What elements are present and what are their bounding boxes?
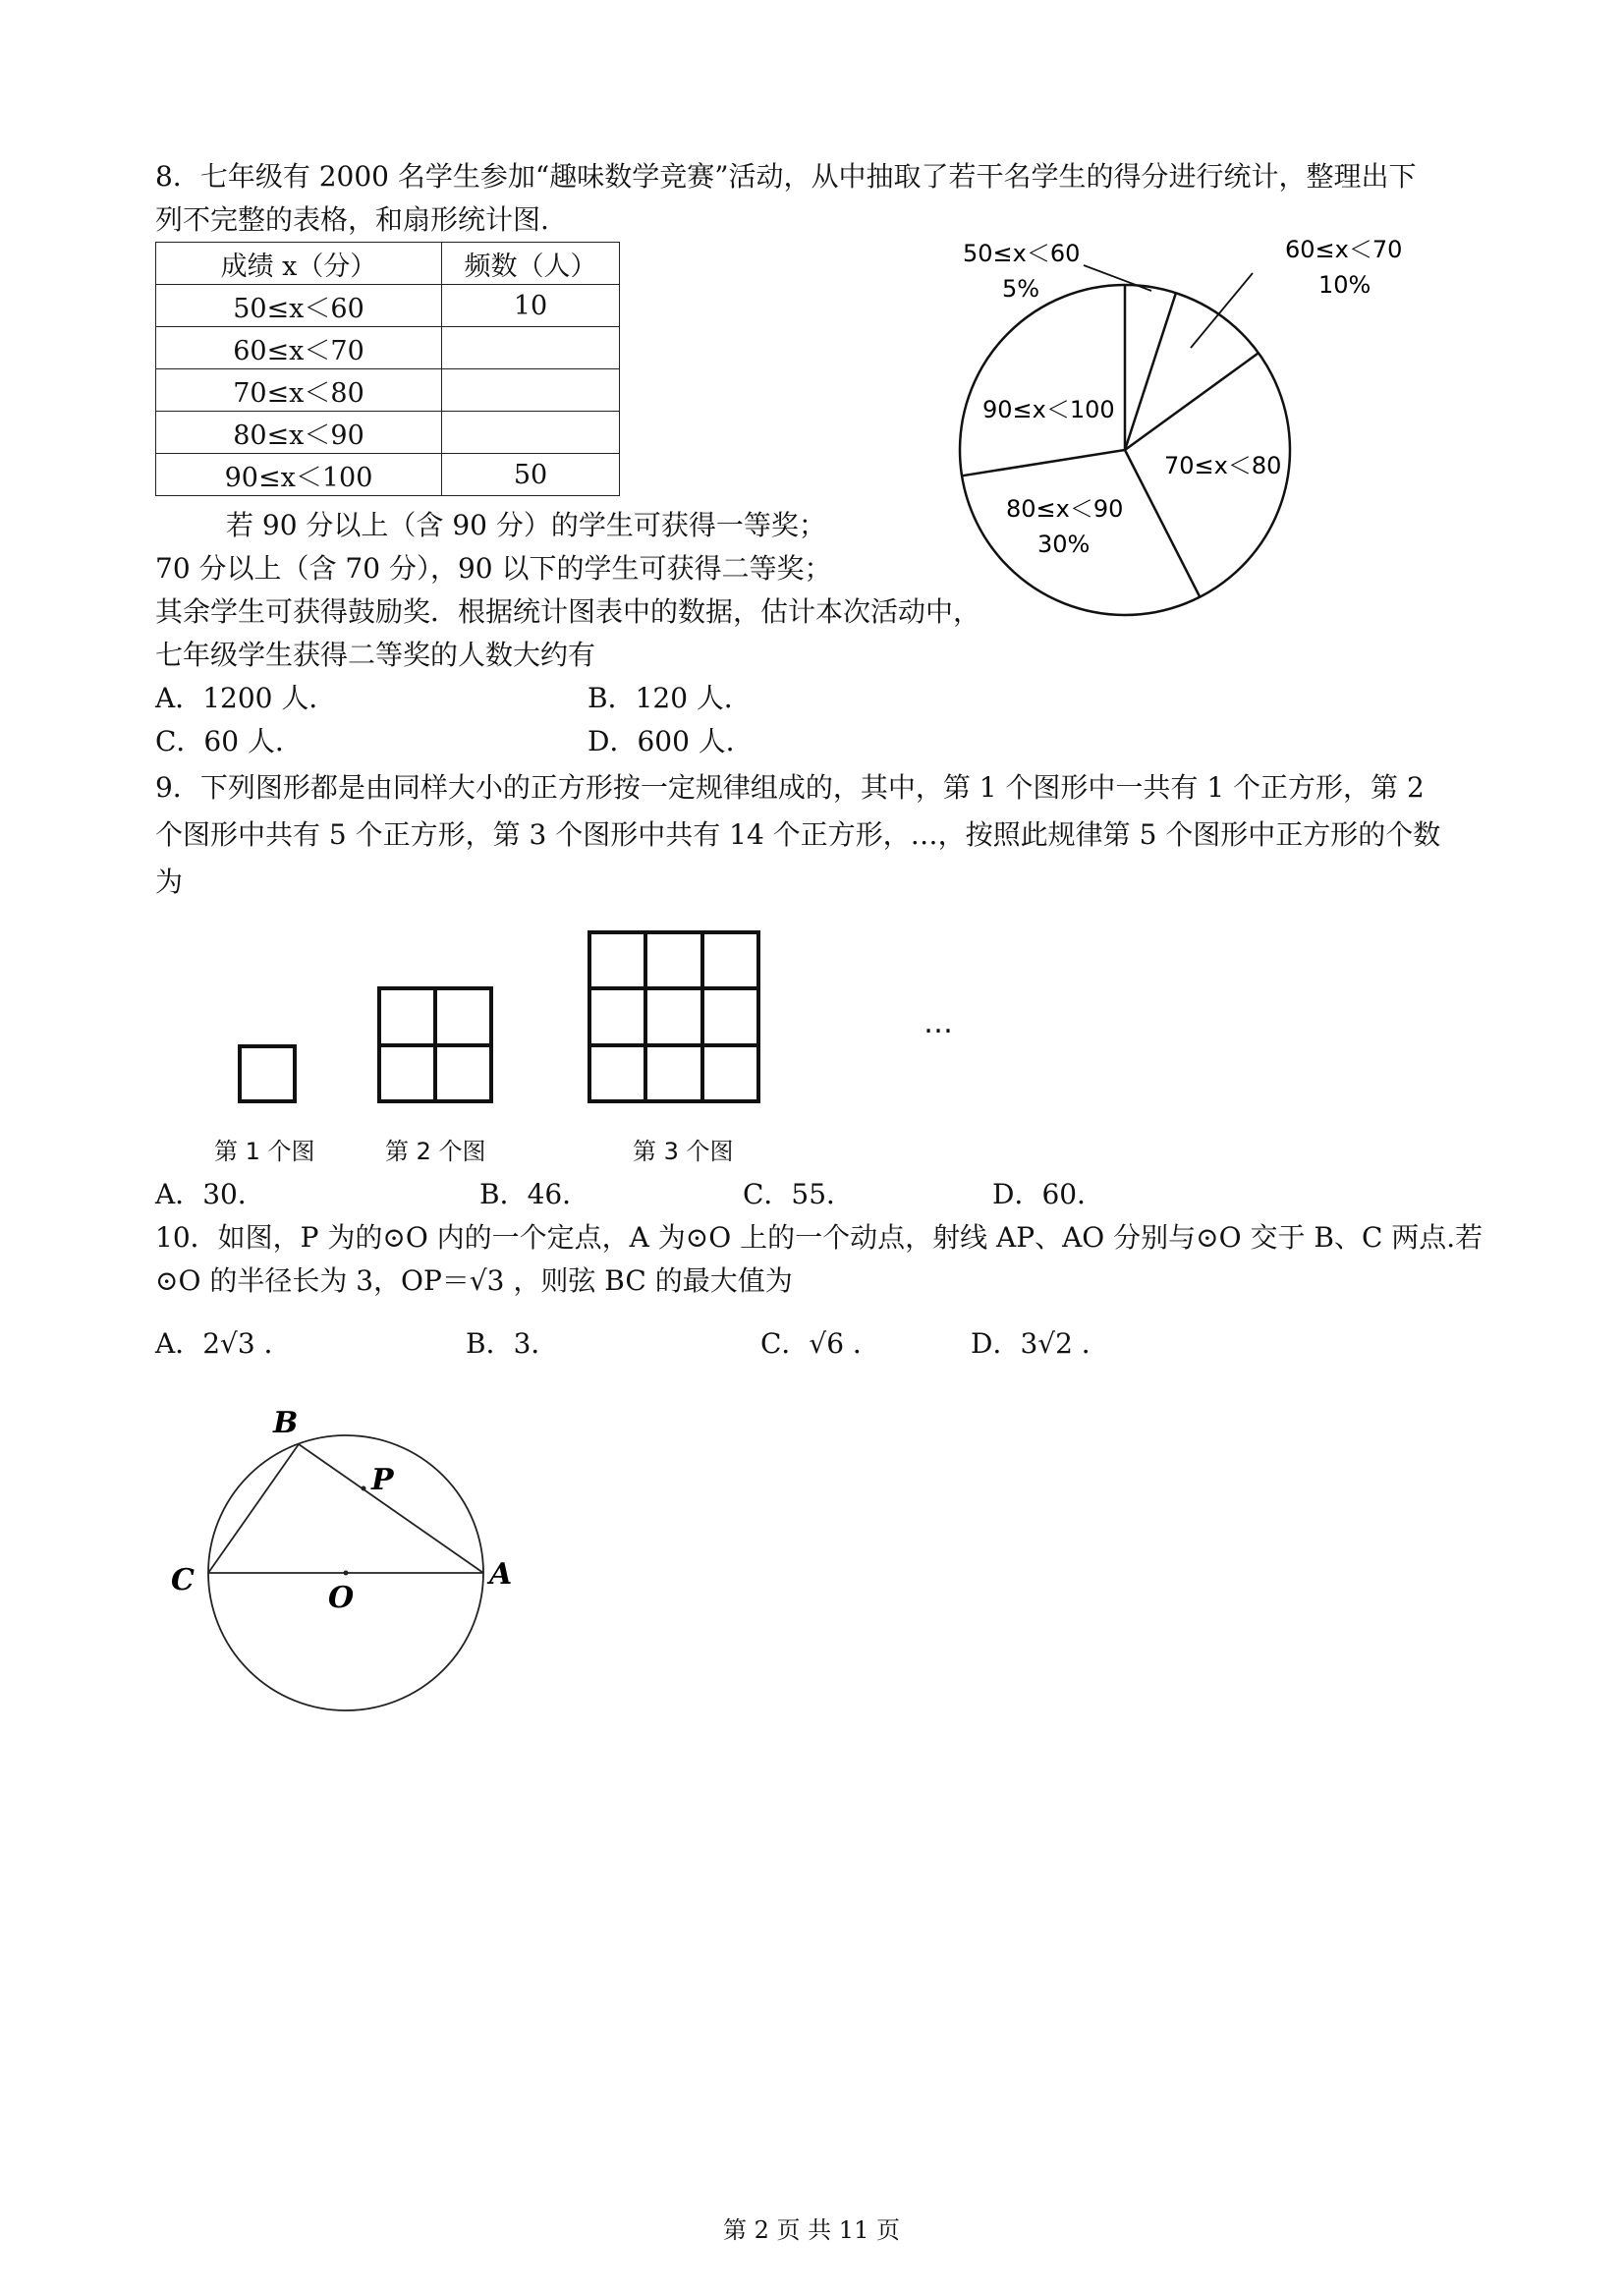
table-row xyxy=(156,327,620,369)
q9-option-d[interactable]: D．60． xyxy=(992,1178,1105,1210)
pie-slice-boundary-60-70 xyxy=(1125,293,1176,450)
figure-2-squares xyxy=(379,988,491,1101)
q9-option-a[interactable]: A．30． xyxy=(155,1178,265,1210)
table-cell xyxy=(442,327,620,369)
pie-label-50-60: 50≤x＜60 xyxy=(963,240,1081,267)
circle-geometry-figure xyxy=(157,1395,570,1729)
table-cell: 50 xyxy=(442,454,620,496)
q8-text1: 若 90 分以上（含 90 分）的学生可获得一等奖； xyxy=(226,509,826,541)
q8-text3: 其余学生可获得鼓励奖．根据统计图表中的数据，估计本次活动中， xyxy=(155,595,981,628)
label-o: O xyxy=(328,1581,355,1615)
q9-option-b[interactable]: B．46． xyxy=(479,1178,590,1210)
square-figures xyxy=(226,924,855,1120)
q9-line2: 个图形中共有 5 个正方形，第 3 个图形中共有 14 个正方形，…，按照此规律第 5 个图形中正方形的个数 xyxy=(155,818,1441,851)
q8-option-d[interactable]: D．600 人． xyxy=(588,725,754,757)
figure-2-label: 第 2 个图 xyxy=(385,1138,486,1165)
q9-line3: 为 xyxy=(155,866,184,898)
q10-line2: ⊙O 的半径长为 3，OP＝√3 ，则弦 BC 的最大值为 xyxy=(155,1264,793,1297)
table-header-row xyxy=(156,243,620,285)
pie-label-80-90: 80≤x＜90 xyxy=(1006,495,1124,523)
q10-option-b[interactable]: B．3． xyxy=(466,1327,559,1360)
score-table xyxy=(155,242,620,496)
pie-chart xyxy=(923,226,1611,639)
table-row xyxy=(156,369,620,412)
pie-pct-60-70: 10% xyxy=(1318,271,1371,299)
pie-label-70-80: 70≤x＜80 xyxy=(1164,452,1282,479)
table-row xyxy=(156,285,620,327)
label-c: C xyxy=(171,1563,195,1597)
point-p-dot xyxy=(362,1486,366,1491)
q9-line1: 9．下列图形都是由同样大小的正方形按一定规律组成的，其中，第 1 个图形中一共有 1 个正方形，第 2 xyxy=(155,771,1425,804)
label-p: P xyxy=(371,1463,394,1497)
q9-option-c[interactable]: C．55． xyxy=(743,1178,855,1210)
table-cell: 10 xyxy=(442,285,620,327)
table-cell xyxy=(442,369,620,412)
q8-text2: 70 分以上（含 70 分），90 以下的学生可获得二等奖； xyxy=(155,552,832,585)
pie-slice-boundary-90-100 xyxy=(962,450,1125,476)
table-cell: 50≤x＜60 xyxy=(156,285,442,327)
q10-line1: 10．如图，P 为的⊙O 内的一个定点，A 为⊙O 上的一个动点，射线 AP、AO 分别与⊙O 交于 B、C 两点.若 xyxy=(155,1221,1483,1254)
table-cell: 60≤x＜70 xyxy=(156,327,442,369)
page-footer: 第 2 页 共 11 页 xyxy=(723,2216,900,2244)
figure-1-label: 第 1 个图 xyxy=(214,1138,315,1165)
figure-1-squares xyxy=(240,1046,295,1101)
table-row xyxy=(156,412,620,454)
q8-line2: 列不完整的表格，和扇形统计图. xyxy=(155,203,549,236)
figure-3-label: 第 3 个图 xyxy=(633,1138,734,1165)
ellipsis-mark: … xyxy=(923,1006,953,1040)
figure-3-squares xyxy=(589,932,758,1101)
table-header-score: 成绩 x（分） xyxy=(156,243,442,285)
q8-option-b[interactable]: B．120 人． xyxy=(588,682,752,714)
q8-option-a[interactable]: A．1200 人． xyxy=(155,682,337,714)
point-o-dot xyxy=(344,1571,349,1576)
q8-option-c[interactable]: C．60 人． xyxy=(155,725,303,757)
q10-option-d[interactable]: D．3√2 ． xyxy=(971,1327,1109,1360)
table-cell: 90≤x＜100 xyxy=(156,454,442,496)
table-row xyxy=(156,454,620,496)
chord-cb xyxy=(208,1444,299,1573)
pie-label-90-100: 90≤x＜100 xyxy=(982,396,1115,423)
table-cell: 80≤x＜90 xyxy=(156,412,442,454)
q10-option-a[interactable]: A．2√3 ． xyxy=(155,1327,292,1360)
pie-slice-boundary-70-80 xyxy=(1125,353,1259,450)
table-cell xyxy=(442,412,620,454)
table-header-frequency: 频数（人） xyxy=(442,243,620,285)
label-a: A xyxy=(489,1557,513,1592)
q8-line1: 8．七年级有 2000 名学生参加“趣味数学竞赛”活动，从中抽取了若干名学生的得分进行统计，整理出下 xyxy=(155,160,1417,193)
q10-option-c[interactable]: C．√6 ． xyxy=(760,1327,880,1360)
q8-text4: 七年级学生获得二等奖的人数大约有 xyxy=(155,639,596,671)
pie-pct-80-90: 30% xyxy=(1037,531,1091,558)
pie-pct-50-60: 5% xyxy=(1002,275,1040,303)
label-b: B xyxy=(273,1406,299,1440)
pie-label-60-70: 60≤x＜70 xyxy=(1285,236,1403,263)
table-cell: 70≤x＜80 xyxy=(156,369,442,412)
